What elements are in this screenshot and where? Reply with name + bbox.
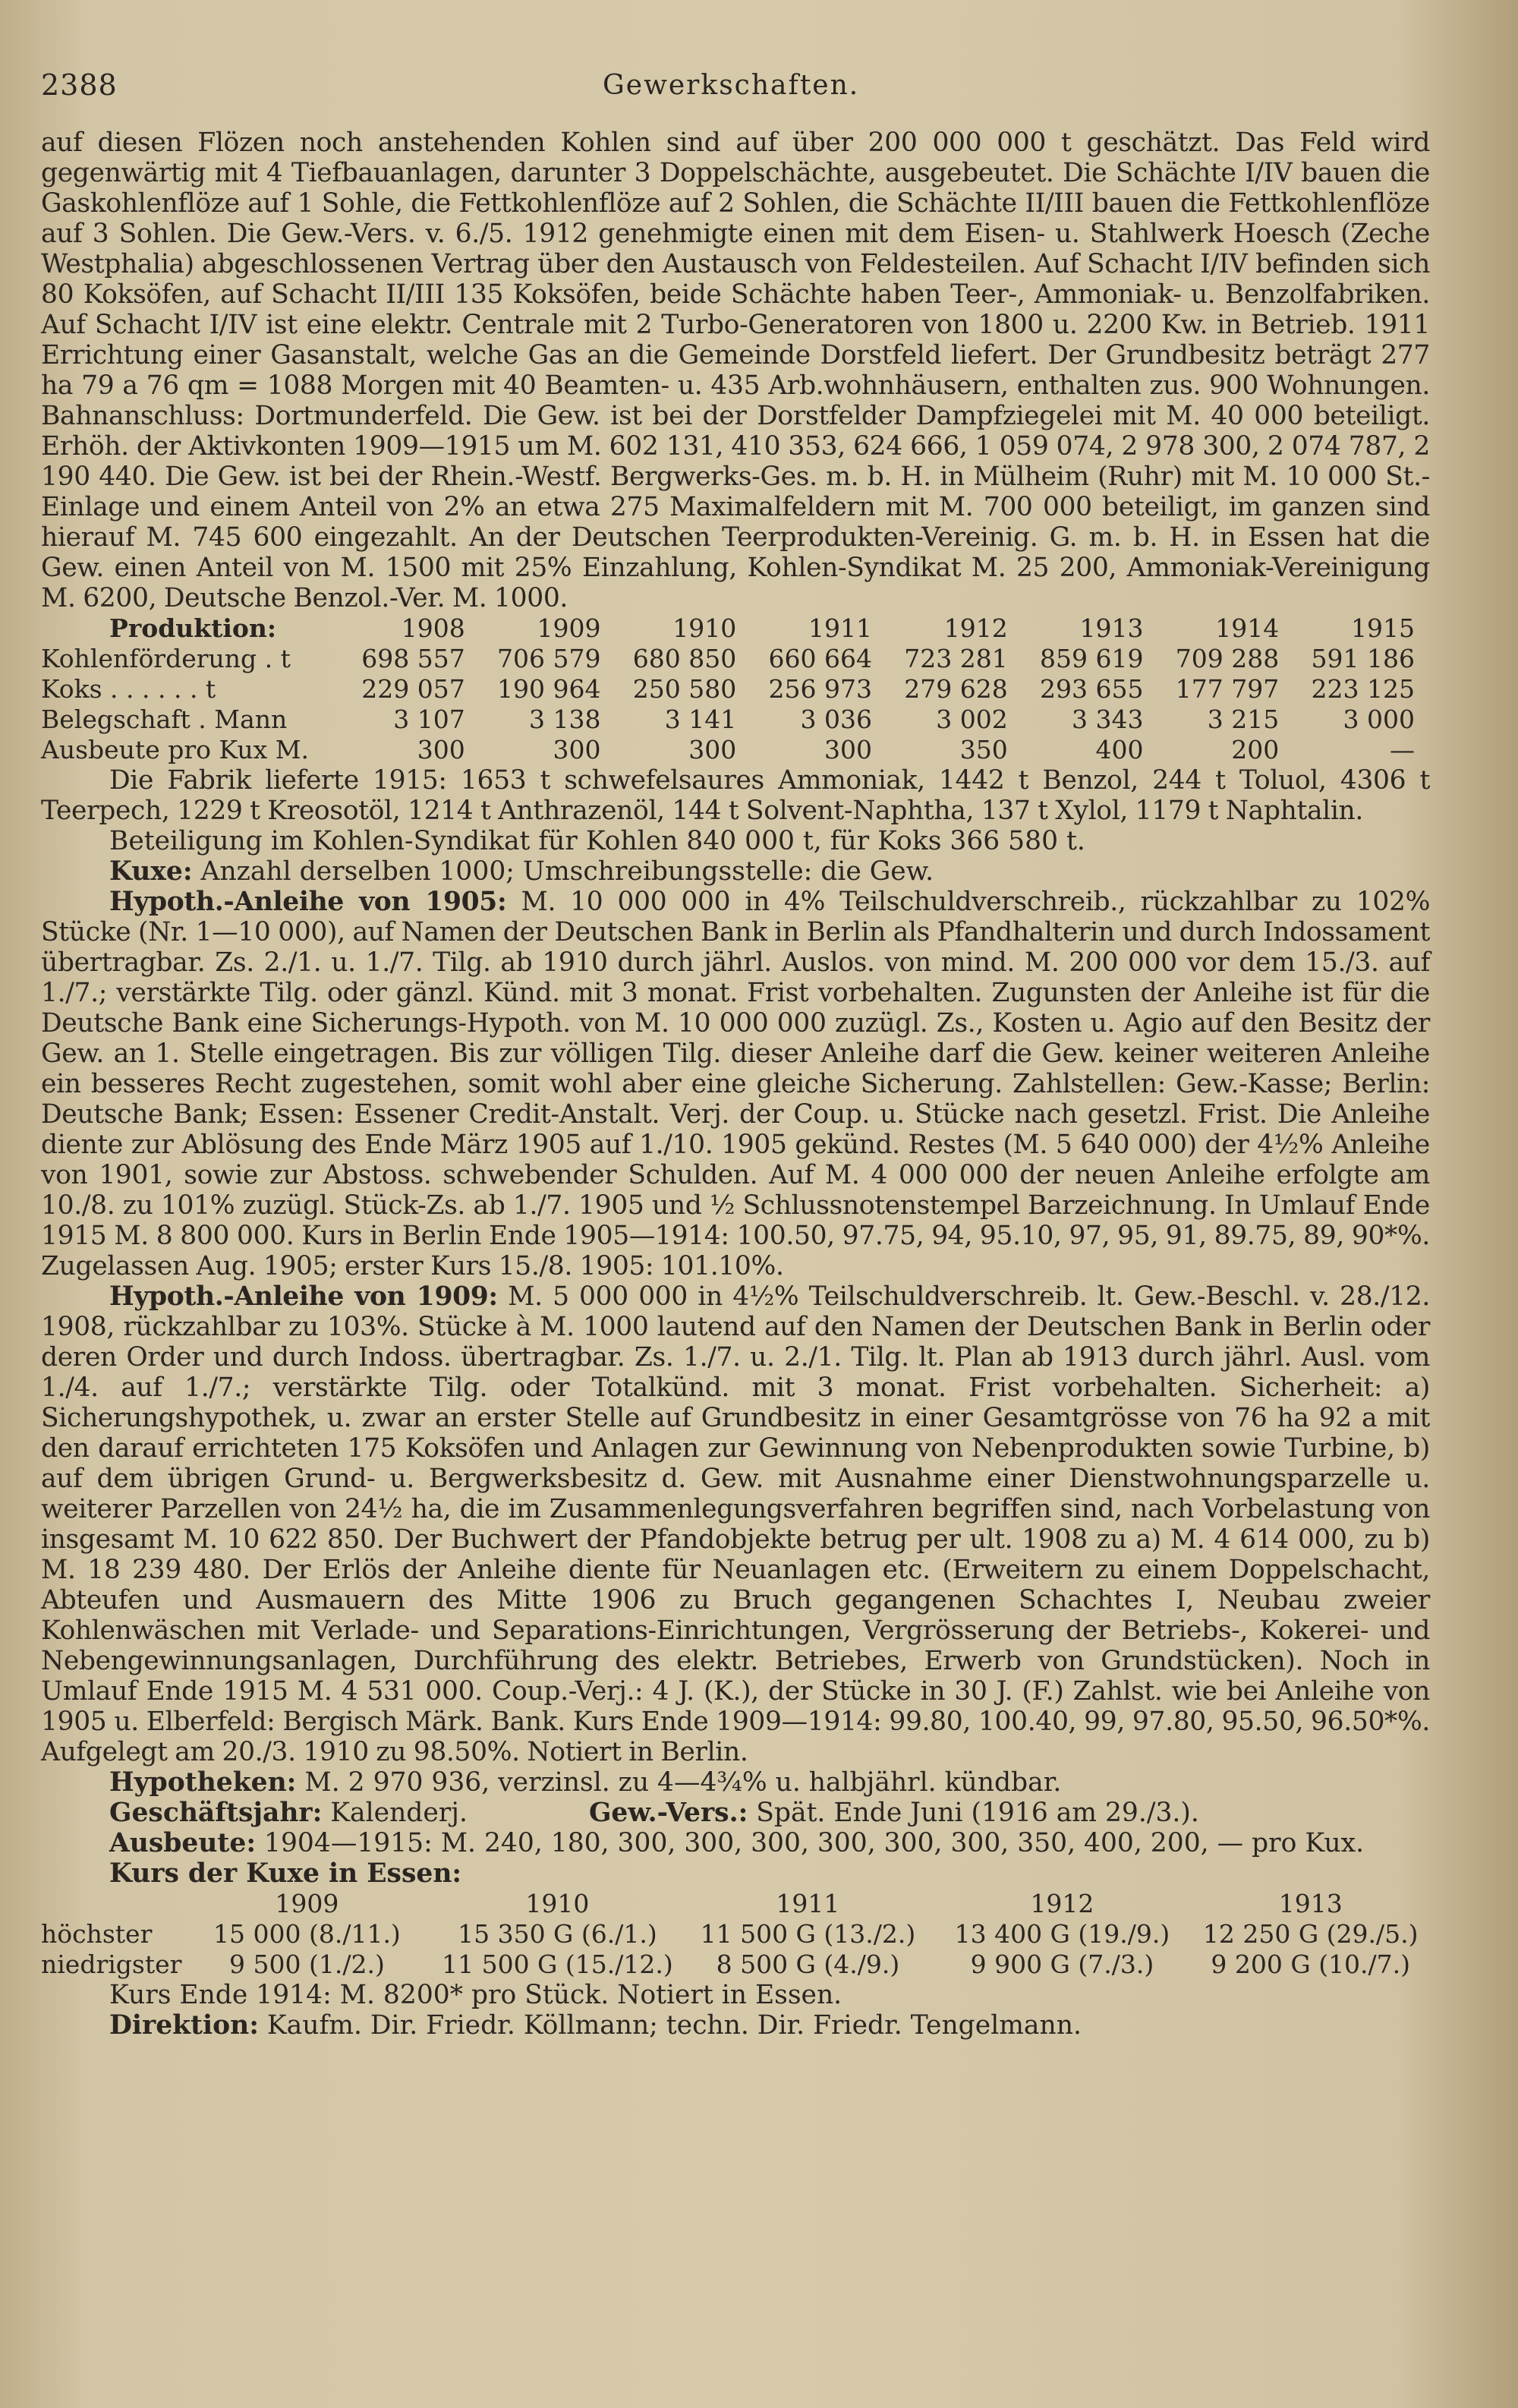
year-cell: 1912 [943,613,1008,643]
year-cell: 1909 [275,1889,339,1918]
year-cell: 1910 [525,1889,590,1918]
table-cell: 706 579 [497,644,601,673]
table-cell: 723 281 [904,644,1008,673]
table-cell: 3 036 [800,704,872,734]
hypotheken-text: M. 2 970 936, verzinsl. zu 4—4¾% u. halbjährl. kündbar. [304,1767,1062,1798]
table-row [41,704,1430,735]
table-cell: 3 002 [936,704,1008,734]
kurse-table [41,1889,1430,1980]
table-cell: 15 350 G (6./1.) [458,1919,657,1949]
table-cell: 3 343 [1072,704,1144,734]
table-cell: 9 200 G (10./7.) [1211,1949,1411,1979]
kurse-label: Kurs der Kuxe in Essen: [109,1858,462,1889]
anleihe-1905-paragraph [41,887,1430,1281]
table-cell: 9 500 (1./2.) [229,1949,385,1979]
table-cell: 300 [688,735,737,764]
table-cell: 300 [824,735,872,764]
table-cell: 3 107 [393,704,465,734]
page-number: 2388 [41,68,118,102]
row-label: Belegschaft . Mann [41,704,288,734]
table-cell: 660 664 [768,644,872,673]
table-cell: — [1390,735,1415,764]
table-cell: 11 500 G (15./12.) [442,1949,673,1979]
table-cell: 12 250 G (29./5.) [1202,1919,1419,1949]
table-cell: 3 000 [1343,704,1415,734]
hypotheken-label: Hypotheken: [109,1767,297,1798]
table-cell: 698 557 [361,644,465,673]
production-header-row [41,613,1430,644]
table-row [41,735,1430,765]
year-cell: 1909 [537,613,601,643]
production-table [41,613,1430,765]
table-row [41,1949,1430,1980]
table-cell: 3 215 [1207,704,1280,734]
table-row [41,1919,1430,1949]
year-cell: 1913 [1079,613,1144,643]
year-cell: 1910 [672,613,737,643]
table-cell: 400 [1095,735,1144,764]
row-label: Ausbeute pro Kux M. [41,735,310,764]
ausbeute-paragraph [41,1828,1430,1858]
table-cell: 300 [417,735,465,764]
page-header [41,61,1430,114]
text-body [41,128,1430,2041]
running-head: Gewerkschaften. [603,70,860,101]
table-cell: 279 628 [904,674,1008,704]
geschaeftsjahr-label: Geschäftsjahr: [109,1798,323,1828]
anleihe-1909-label: Hypoth.-Anleihe von 1909: [109,1281,498,1312]
year-cell: 1914 [1215,613,1280,643]
kurse-note: Kurs Ende 1914: M. 8200* pro Stück. Notiert in Essen. [109,1980,842,2010]
year-cell: 1908 [401,613,465,643]
table-cell: 8 500 G (4./9.) [716,1949,900,1979]
year-cell: 1913 [1278,1889,1343,1918]
hypotheken-paragraph [41,1767,1430,1798]
table-cell: 350 [959,735,1008,764]
beteiligung-paragraph: Beteiligung im Kohlen-Syndikat für Kohlen 840 000 t, für Koks 366 580 t. [109,826,1085,856]
row-label: Kohlenförderung . t [41,644,291,673]
table-cell: 223 125 [1311,674,1415,704]
anleihe-1909-text: M. 5 000 000 in 4½% Teilschuldverschreib. lt. Gew.-Beschl. v. 28./12. 1908, rückzahlbar zu 103%. Stücke à M. 1000 lautend auf den Namen der Deutschen Bank in Berlin oder deren Order und durch Indoss. übertragbar. Zs. 1./7. u. 2./1. Tilg. lt. Plan ab 1913 durch jährl. Ausl. vom 1./4. auf 1./7.; verstärkte Tilg. oder Totalkünd. mit 3 monat. Frist vorbehalten. Sicherheit: a) Sicherungshypothek, u. zwar an erster Stelle auf Grundbesitz in einer Gesamtgrösse von 76 ha 92 a mit den darauf errichteten 175 Koksöfen und Anlagen zur Gewinnung von Nebenprodukten sowie Turbine, b) auf dem übrigen Grund- u. Bergwerksbesitz d. Gew. mit Ausnahme einer Dienstwohnungsparzelle u. weiterer Parzellen von 24½ ha, die im Zusammenlegungsverfahren begriffen sind, nach Vorbelastung von insgesamt M. 10 622 850. Der Buchwert der Pfandobjekte betrug per ult. 1908 zu a) M. 4 614 000, zu b) M. 18 239 480. Der Erlös der Anleihe diente für Neuanlagen etc. (Erweitern zu einem Doppelschacht, Abteufen und Ausmauern des Mitte 1906 zu Bruch gegangenen Schachtes I, Neubau zweier Kohlenwäschen mit Verlade- und Separations-Einrichtungen, Vergrösserung der Betriebs-, Kokerei- und Nebengewinnungsanlagen, Durchführung des elektr. Betriebes, Erwerb von Grundstücken). Noch in Umlauf Ende 1915 M. 4 531 000. Coup.-Verj.: 4 J. (K.), der Stücke in 30 J. (F.) Zahlst. wie bei Anleihe von 1905 u. Elberfeld: Bergisch Märk. Bank. Kurs Ende 1909—1914: 99.80, 100.40, 99, 97.80, 95.50, 96.50*%. Aufgelegt am 20./3. 1910 zu 98.50%. Notiert in Berlin. [41,1281,1431,1767]
page [41,61,1430,2041]
year-cell: 1911 [808,613,872,643]
row-label: Koks . . . . . . t [41,674,216,704]
table-cell: 3 141 [664,704,737,734]
geschaeftsjahr-paragraph [41,1798,1430,1828]
row-label: niedrigster [41,1949,182,1979]
ausbeute-text: 1904—1915: M. 240, 180, 300, 300, 300, 300, 300, 300, 350, 400, 200, — pro Kux. [264,1828,1365,1858]
kuxe-paragraph [41,856,1430,887]
table-row [41,674,1430,704]
table-cell: 190 964 [497,674,601,704]
table-cell: 293 655 [1040,674,1144,704]
production-label: Produktion: [109,613,277,643]
row-label: höchster [41,1919,153,1949]
table-cell: 256 973 [768,674,872,704]
kuxe-label: Kuxe: [109,856,193,887]
kuxe-text: Anzahl derselben 1000; Umschreibungsstelle: die Gew. [200,856,934,887]
table-cell: 11 500 G (13./2.) [700,1919,916,1949]
anleihe-1909-paragraph [41,1281,1430,1767]
table-cell: 15 000 (8./11.) [213,1919,401,1949]
direktion-label: Direktion: [109,2010,259,2041]
table-row [41,644,1430,674]
table-cell: 709 288 [1175,644,1280,673]
year-cell: 1912 [1030,1889,1094,1918]
table-cell: 591 186 [1311,644,1415,673]
empty-cell [41,1889,181,1919]
gew-vers-label: Gew.-Vers.: [588,1798,748,1828]
table-cell: 9 900 G (7./3.) [970,1949,1154,1979]
kurse-header-row [41,1889,1430,1919]
ausbeute-label: Ausbeute: [109,1828,257,1858]
anleihe-1905-label: Hypoth.-Anleihe von 1905: [109,887,507,917]
table-cell: 300 [553,735,601,764]
table-cell: 177 797 [1175,674,1280,704]
gew-vers-text: Spät. Ende Juni (1916 am 29./3.). [756,1798,1199,1828]
table-cell: 859 619 [1040,644,1144,673]
direktion-text: Kaufm. Dir. Friedr. Köllmann; techn. Dir. Friedr. Tengelmann. [266,2010,1082,2041]
table-cell: 250 580 [632,674,737,704]
intro-paragraph: auf diesen Flözen noch anstehenden Kohlen sind auf über 200 000 000 t geschätzt. Das Feld wird gegenwärtig mit 4 Tiefbauanlagen, darunter 3 Doppelschächte, ausgebeutet. Die Schächte I/IV bauen die Gaskohlenflöze auf 1 Sohle, die Fettkohlenflöze auf 2 Sohlen, die Schächte II/III bauen die Fettkohlenflöze auf 3 Sohlen. Die Gew.-Vers. v. 6./5. 1912 genehmigte einen mit dem Eisen- u. Stahlwerk Hoesch (Zeche Westphalia) abgeschlossenen Vertrag über den Austausch von Feldesteilen. Auf Schacht I/IV befinden sich 80 Koksöfen, auf Schacht II/III 135 Koksöfen, beide Schächte haben Teer-, Ammoniak- u. Benzolfabriken. Auf Schacht I/IV ist eine elektr. Centrale mit 2 Turbo-Generatoren von 1800 u. 2200 Kw. in Betrieb. 1911 Errichtung einer Gasanstalt, welche Gas an die Gemeinde Dorstfeld liefert. Der Grundbesitz beträgt 277 ha 79 a 76 qm = 1088 Morgen mit 40 Beamten- u. 435 Arb.wohnhäusern, enthalten zus. 900 Wohnungen. Bahnanschluss: Dortmunderfeld. Die Gew. ist bei der Dorstfelder Dampfziegelei mit M. 40 000 beteiligt. Erhöh. der Aktivkonten 1909—1915 um M. 602 131, 410 353, 624 666, 1 059 074, 2 978 300, 2 074 787, 2 190 440. Die Gew. ist bei der Rhein.-Westf. Bergwerks-Ges. m. b. H. in Mülheim (Ruhr) mit M. 10 000 St.-Einlage und einem Anteil von 2% an etwa 275 Maximalfeldern mit M. 700 000 beteiligt, im ganzen sind hierauf M. 745 600 eingezahlt. An der Deutschen Teerprodukten-Vereinig. G. m. b. H. in Essen hat die Gew. einen Anteil von M. 1500 mit 25% Einzahlung, Kohlen-Syndikat M. 25 200, Ammoniak-Vereinigung M. 6200, Deutsche Benzol.-Ver. M. 1000. [41,128,1430,613]
table-cell: 3 138 [529,704,601,734]
fabrik-paragraph: Die Fabrik lieferte 1915: 1653 t schwefelsaures Ammoniak, 1442 t Benzol, 244 t Toluol, 4306 t Teerpech, 1229 t Kreosotöl, 1214 t Anthrazenöl, 144 t Solvent-Naphtha, 137 t Xylol, 1179 t Naphtalin. [41,765,1430,826]
year-cell: 1915 [1351,613,1415,643]
table-cell: 229 057 [361,674,465,704]
table-cell: 200 [1231,735,1280,764]
table-cell: 13 400 G (19./9.) [954,1919,1170,1949]
geschaeftsjahr-text: Kalenderj. [330,1798,468,1828]
year-cell: 1911 [776,1889,840,1918]
direktion-paragraph [41,2010,1430,2041]
anleihe-1905-text: M. 10 000 000 in 4% Teilschuldverschreib., rückzahlbar zu 102% Stücke (Nr. 1—10 000), auf Namen der Deutschen Bank in Berlin als Pfandhalterin und durch Indossament übertragbar. Zs. 2./1. u. 1./7. Tilg. ab 1910 durch jährl. Auslos. von mind. M. 200 000 vor dem 15./3. auf 1./7.; verstärkte Tilg. oder gänzl. Künd. mit 3 monat. Frist vorbehalten. Zugunsten der Anleihe ist für die Deutsche Bank eine Sicherungs-Hypoth. von M. 10 000 000 zuzügl. Zs., Kosten u. Agio auf den Besitz der Gew. an 1. Stelle eingetragen. Bis zur völligen Tilg. dieser Anleihe darf die Gew. keiner weiteren Anleihe ein besseres Recht zugestehen, somit wohl aber eine gleiche Sicherung. Zahlstellen: Gew.-Kasse; Berlin: Deutsche Bank; Essen: Essener Credit-Anstalt. Verj. der Coup. u. Stücke nach gesetzl. Frist. Die Anleihe diente zur Ablösung des Ende März 1905 auf 1./10. 1905 gekünd. Restes (M. 5 640 000) der 4½% Anleihe von 1901, sowie zur Abstoss. schwebender Schulden. Auf M. 4 000 000 der neuen Anleihe erfolgte am 10./8. zu 101% zuzügl. Stück-Zs. ab 1./7. 1905 und ½ Schlussnotenstempel Barzeichnung. In Umlauf Ende 1915 M. 8 800 000. Kurs in Berlin Ende 1905—1914: 100.50, 97.75, 94, 95.10, 97, 95, 91, 89.75, 89, 90*%. Zugelassen Aug. 1905; erster Kurs 15./8. 1905: 101.10%. [41,887,1431,1281]
table-cell: 680 850 [632,644,737,673]
